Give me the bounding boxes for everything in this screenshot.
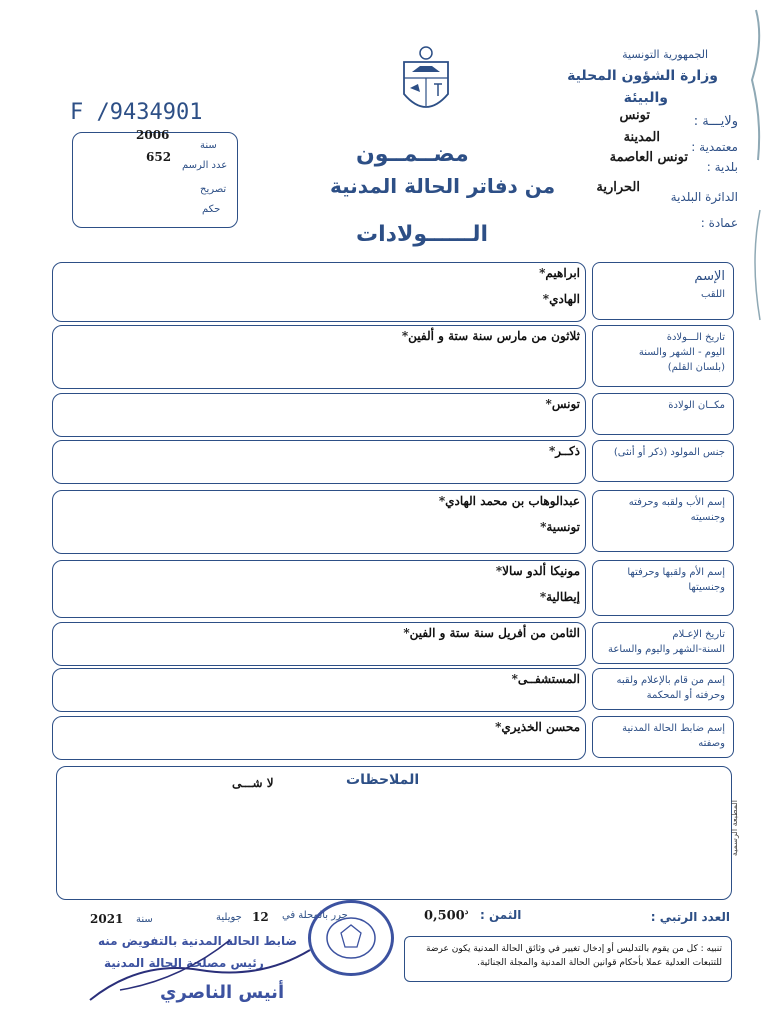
officer-stamp-line1: ضابط الحالة المدنية بالتفويض منه: [98, 934, 298, 948]
notice-text: تنبيه : كل من يقوم بالتدليس أو إدخال تغيير في وثائق الحالة المدنية يكون عرضة للتتبعات العدلية عملا بأحكام قوانين الحالة المدنية والمجلة الجنائية.: [426, 944, 722, 969]
registry-judgment-label: حكم: [202, 204, 221, 215]
footer-year-label: سنة: [136, 914, 153, 925]
field-label-text: مكــان الولادة: [668, 400, 725, 411]
field-value-primary: عبدالوهاب بن محمد الهادي*: [438, 494, 580, 508]
serial-prefix: F: [70, 100, 84, 125]
field-value-primary: الثامن من أفريل سنة ستة و الفين*: [403, 626, 580, 640]
field-label-text: جنس المولود (ذكر أو أنثى): [613, 447, 725, 458]
governorate-value: تونس: [619, 108, 650, 123]
title-line1: مضــمــون: [356, 142, 469, 167]
title-line2: من دفاتر الحالة المدنية: [330, 174, 556, 198]
field-value-box: [52, 262, 586, 322]
footer-price-value: [424, 906, 468, 923]
field-label-text: وحرفته أو المحكمة: [646, 690, 725, 701]
field-label-text: السنة-الشهر واليوم والساعة: [608, 644, 725, 655]
field-label-text: إسم الأب ولقبه وحرفته: [628, 497, 725, 508]
field-value-primary: مونيكا ألدو سالا*: [495, 564, 580, 578]
field-label-text: وجنسيته: [690, 512, 725, 523]
side-print-label: المطبعة الرسمية: [730, 800, 739, 857]
field-value-primary: ذكــر*: [549, 444, 580, 458]
footer-price-label: الثمن :: [480, 908, 522, 922]
field-label-text: (بلسان القلم): [667, 362, 725, 373]
field-value-secondary: تونسية*: [540, 520, 580, 534]
field-label-box: [592, 393, 734, 435]
imada-label: عمادة :: [700, 216, 738, 230]
coat-of-arms-icon: [398, 44, 454, 120]
field-label-box: [592, 716, 734, 758]
serial-number: [70, 100, 202, 125]
remarks-value: لا شـــى: [232, 776, 274, 790]
field-label-text: إسم الأم ولقبها وحرفتها: [627, 567, 725, 578]
field-label-text: إسم ضابط الحالة المدنية: [622, 723, 725, 734]
field-label-text: الإسم: [694, 269, 725, 284]
field-value-primary: ابراهيم*: [539, 266, 580, 280]
ministry-line2: والبيئة: [623, 90, 668, 106]
footer-day: 12: [252, 910, 269, 924]
field-label-box: [592, 560, 734, 616]
governorate-label: ولايـــة :: [693, 114, 738, 129]
registry-record-value: 652: [146, 150, 172, 164]
field-value-box: [52, 668, 586, 712]
signature-scribble-icon: [80, 930, 320, 1014]
remarks-label: الملاحظات: [346, 772, 420, 788]
field-label-box: [592, 325, 734, 387]
registry-year-label: سنة: [200, 140, 217, 151]
footer-month: جويلية: [216, 912, 242, 923]
registry-record-label: عدد الرسم: [182, 160, 228, 171]
field-label-text: وصفته: [698, 738, 725, 749]
field-label-text: تاريخ الإعـلام: [672, 629, 725, 640]
republic-label: الجمهورية التونسية: [622, 48, 708, 61]
official-seal: [308, 900, 394, 976]
field-value-primary: ثلاثون من مارس سنة ستة و ألفين*: [401, 329, 580, 343]
field-value-primary: تونس*: [545, 397, 580, 411]
municipality-label: بلدية :: [706, 160, 738, 174]
field-value-box: [52, 393, 586, 437]
registry-declaration-label: تصريح: [200, 184, 227, 195]
field-label-text: إسم من قام بالإعلام ولقبه: [616, 675, 725, 686]
registry-year-value: 2006: [136, 128, 170, 142]
signature-name: أنيس الناصري: [160, 982, 285, 1003]
officer-stamp-line2: رئيس مصلحة الحالة المدنية: [104, 956, 264, 970]
delegation-label: معتمدية :: [691, 140, 738, 154]
field-label-text: اليوم - الشهر والسنة: [638, 347, 725, 358]
delegation-value: المدينة: [623, 130, 660, 145]
district-label: الدائرة البلدية: [670, 190, 738, 204]
field-label-box: [592, 490, 734, 552]
footer-serial-label: العدد الرتبي :: [650, 910, 730, 924]
price-value: 0,500: [424, 908, 465, 924]
field-label-box: [592, 262, 734, 320]
municipality-value: تونس العاصمة: [609, 150, 688, 165]
field-value-secondary: الهادي*: [542, 292, 580, 306]
footer-date-prefix: حرر بالمحلة في: [282, 910, 348, 921]
district-value: الحرارية: [596, 180, 640, 195]
price-unit: د: [464, 906, 469, 916]
footer-year: 2021: [90, 912, 124, 926]
ministry-line1: وزارة الشؤون المحلية: [567, 68, 718, 84]
field-value-primary: المستشفــى*: [511, 672, 580, 686]
field-value-secondary: إيطالية*: [539, 590, 580, 604]
serial-digits: /9434901: [96, 100, 203, 125]
field-label-box: [592, 622, 734, 664]
field-label-text: اللقب: [700, 288, 725, 300]
field-value-box: [52, 440, 586, 484]
field-label-text: وجنسيتها: [688, 582, 725, 593]
field-label-box: [592, 440, 734, 482]
field-label-text: تاريخ الـــولادة: [666, 332, 725, 343]
section-title: الــــــولادات: [356, 222, 489, 247]
torn-edge-decoration: [742, 0, 768, 1024]
field-label-box: [592, 668, 734, 710]
field-value-primary: محسن الخذيري*: [495, 720, 580, 734]
